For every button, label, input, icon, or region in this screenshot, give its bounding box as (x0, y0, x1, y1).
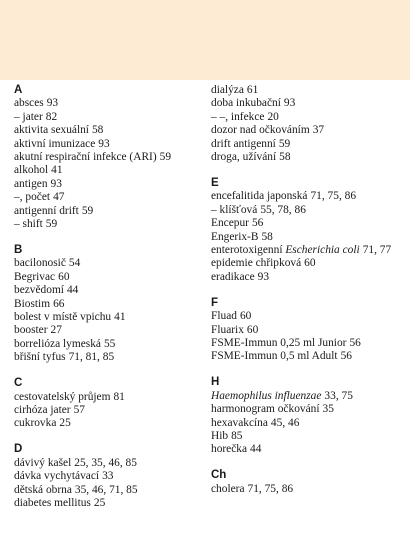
section-letter: B (14, 244, 23, 257)
section-gap (14, 231, 204, 244)
entry-pages: 33, 75 (324, 389, 353, 402)
index-entry (211, 483, 401, 496)
index-entry (211, 97, 401, 110)
entry-term: dávivý kašel (14, 456, 72, 469)
entry-term: Escherichia coli (285, 244, 360, 257)
section-gap (211, 364, 401, 377)
section-gap (211, 457, 401, 470)
entry-pages: 71, 75, 86 (247, 482, 294, 495)
entry-term: dialýza (211, 84, 244, 96)
index-entry (211, 324, 401, 337)
entry-pages: 93 (283, 97, 296, 110)
entry-term: FSME-Immun 0,5 ml Adult (211, 350, 338, 363)
entry-pages: 55, 78, 86 (260, 203, 306, 216)
entry-pages: 47 (53, 191, 65, 204)
section-gap (14, 365, 204, 378)
entry-term: droga, užívání (211, 151, 277, 164)
entry-pages: 60 (58, 270, 70, 283)
index-entry (14, 151, 204, 164)
entry-pages: 93 (257, 270, 270, 283)
index-entry (14, 417, 204, 430)
entry-pages: 37 (312, 124, 325, 137)
entry-term: – shift (14, 218, 43, 231)
entry-pages: 71, 77 (362, 244, 392, 257)
entry-pages: 93 (98, 137, 110, 150)
index-entry (211, 84, 401, 97)
index-entry (211, 111, 401, 124)
section-gap (211, 284, 401, 297)
entry-term: alkohol (14, 164, 49, 177)
index-entry (14, 124, 204, 137)
index-entry (211, 190, 401, 203)
index-entry (211, 430, 401, 443)
index-entry (14, 404, 204, 417)
entry-term: dětská obrna (14, 483, 72, 496)
entry-term: hexavakcína (211, 416, 268, 429)
entry-term: bacilonosič (14, 257, 66, 270)
index-entry (14, 178, 204, 191)
entry-pages: 41 (51, 164, 63, 177)
entry-pages: 59 (159, 151, 172, 164)
entry-pages: 25, 35, 46, 85 (74, 456, 137, 469)
entry-pages: 25 (93, 497, 106, 510)
entry-term: booster (14, 324, 48, 337)
index-entry (14, 164, 204, 177)
entry-term: absces (14, 97, 44, 110)
entry-pages: 44 (250, 443, 262, 456)
index-entry (14, 111, 204, 124)
entry-pages: 57 (73, 404, 85, 417)
index-entry (211, 231, 401, 244)
entry-pages: 56 (251, 217, 264, 230)
index-entry (14, 205, 204, 218)
entry-term: cukrovka (14, 417, 57, 430)
index-entry (14, 351, 204, 364)
index-entry (211, 443, 401, 456)
entry-pages: 81 (113, 390, 125, 403)
index-entry (211, 257, 401, 270)
index-entry (211, 244, 401, 257)
index-column-left (14, 84, 204, 511)
entry-pages: 35 (322, 403, 334, 416)
entry-term: akutní respirační infekce (ARI) (14, 151, 157, 164)
index-entry (211, 204, 401, 217)
entry-term: dozor nad očkováním (211, 124, 310, 137)
entry-pages: 25 (59, 417, 71, 430)
entry-pages: 60 (304, 257, 316, 270)
entry-term: Fluad (211, 310, 237, 323)
section-letter: C (14, 377, 23, 390)
entry-term: Fluarix (211, 323, 244, 336)
index-entry (14, 497, 204, 510)
entry-term: – jater (14, 110, 43, 123)
entry-pages: 60 (239, 310, 252, 323)
entry-pages: 58 (279, 151, 291, 164)
entry-term: Hib (211, 430, 229, 443)
index-entry (14, 484, 204, 497)
entry-pages: 45, 46 (270, 416, 300, 429)
entry-term: epidemie chřipková (211, 257, 302, 270)
entry-pages: 66 (53, 297, 65, 310)
index-entry (211, 151, 401, 164)
entry-term: Engerix-B (211, 230, 259, 243)
section-gap (14, 431, 204, 444)
entry-pages: 82 (45, 110, 58, 123)
entry-term: diabetes mellitus (14, 497, 91, 510)
entry-term: horečka (211, 443, 248, 456)
index-entry (211, 217, 401, 230)
entry-pages: 27 (50, 324, 62, 337)
entry-pages: 56 (340, 350, 352, 363)
entry-pages: 59 (45, 218, 58, 231)
index-entry (14, 391, 204, 404)
index-entry (211, 271, 401, 284)
entry-pages: 93 (50, 177, 62, 190)
entry-term: Begrivac (14, 270, 56, 283)
index-entry (211, 417, 401, 430)
index-entry (14, 284, 204, 297)
index-entry (14, 191, 204, 204)
index-entry (14, 298, 204, 311)
section-letter: D (14, 443, 23, 456)
entry-pages: 71, 75, 86 (310, 190, 357, 203)
index-entry (14, 470, 204, 483)
entry-pages: 55 (103, 337, 116, 350)
index-entry (211, 403, 401, 416)
entry-pages: 58 (261, 230, 273, 243)
index-entry (211, 310, 401, 323)
entry-term: enterotoxigenní (211, 244, 286, 257)
entry-pages: 60 (246, 323, 259, 336)
entry-term: aktivní imunizace (14, 137, 96, 150)
entry-pages: 59 (81, 204, 94, 217)
entry-pages: 41 (114, 311, 126, 324)
entry-term: bolest v místě vpichu (14, 311, 112, 324)
entry-term: eradikace (211, 270, 255, 283)
entry-term: borrelióza lymeská (14, 337, 101, 350)
entry-term: harmonogram očkování (211, 403, 320, 416)
index-entry (211, 138, 401, 151)
entry-term: –, počet (14, 191, 51, 204)
entry-term: dávka vychytávací (14, 470, 100, 483)
entry-term: drift antigenní (211, 137, 276, 150)
entry-pages: 44 (66, 284, 79, 297)
entry-pages: 35, 46, 71, 85 (74, 483, 138, 496)
entry-term: Biostim (14, 297, 51, 310)
entry-term: břišní tyfus (14, 351, 66, 364)
index-entry (14, 311, 204, 324)
entry-pages: 33 (102, 470, 114, 483)
index-entry (211, 337, 401, 350)
index-entry (14, 218, 204, 231)
section-letter: F (211, 296, 219, 309)
index-entry (14, 97, 204, 110)
entry-term: FSME-Immun 0,25 ml Junior (211, 337, 347, 350)
entry-term: doba inkubační (211, 97, 281, 110)
index-entry (14, 257, 204, 270)
entry-term: – –, infekce (211, 110, 265, 123)
entry-pages: 56 (349, 337, 361, 350)
entry-pages: 61 (246, 84, 259, 96)
entry-term: – klíšťová (211, 203, 258, 216)
entry-pages: 20 (267, 110, 279, 123)
entry-term: cirhóza jater (14, 404, 71, 417)
index-entry (211, 390, 401, 403)
entry-term: Haemophilus influenzae (211, 389, 322, 402)
entry-term: cholera (211, 482, 245, 495)
entry-pages: 85 (231, 430, 243, 443)
entry-pages: 93 (46, 97, 59, 110)
entry-term: antigenní drift (14, 204, 79, 217)
entry-pages: 59 (278, 137, 291, 150)
index-entry (211, 350, 401, 363)
index-entry (211, 124, 401, 137)
section-letter: Ch (211, 469, 227, 482)
entry-term: antigen (14, 177, 48, 190)
section-letter: E (211, 177, 219, 190)
section-letter: H (211, 376, 220, 389)
entry-pages: 71, 81, 85 (68, 351, 115, 364)
index-entry (14, 271, 204, 284)
entry-term: cestovatelský průjem (14, 390, 111, 403)
header-band (0, 0, 410, 80)
section-gap (211, 164, 401, 177)
entry-term: Encepur (211, 217, 249, 230)
entry-term: bezvědomí (14, 284, 64, 297)
index-entry (14, 324, 204, 337)
entry-pages: 54 (68, 257, 81, 270)
index-column-right (211, 84, 401, 496)
index-entry (14, 457, 204, 470)
index-entry (14, 338, 204, 351)
section-letter: A (14, 84, 23, 96)
entry-pages: 58 (91, 124, 104, 137)
index-entry (14, 138, 204, 151)
entry-term: encefalitida japonská (211, 190, 308, 203)
entry-term: aktivita sexuální (14, 124, 89, 137)
